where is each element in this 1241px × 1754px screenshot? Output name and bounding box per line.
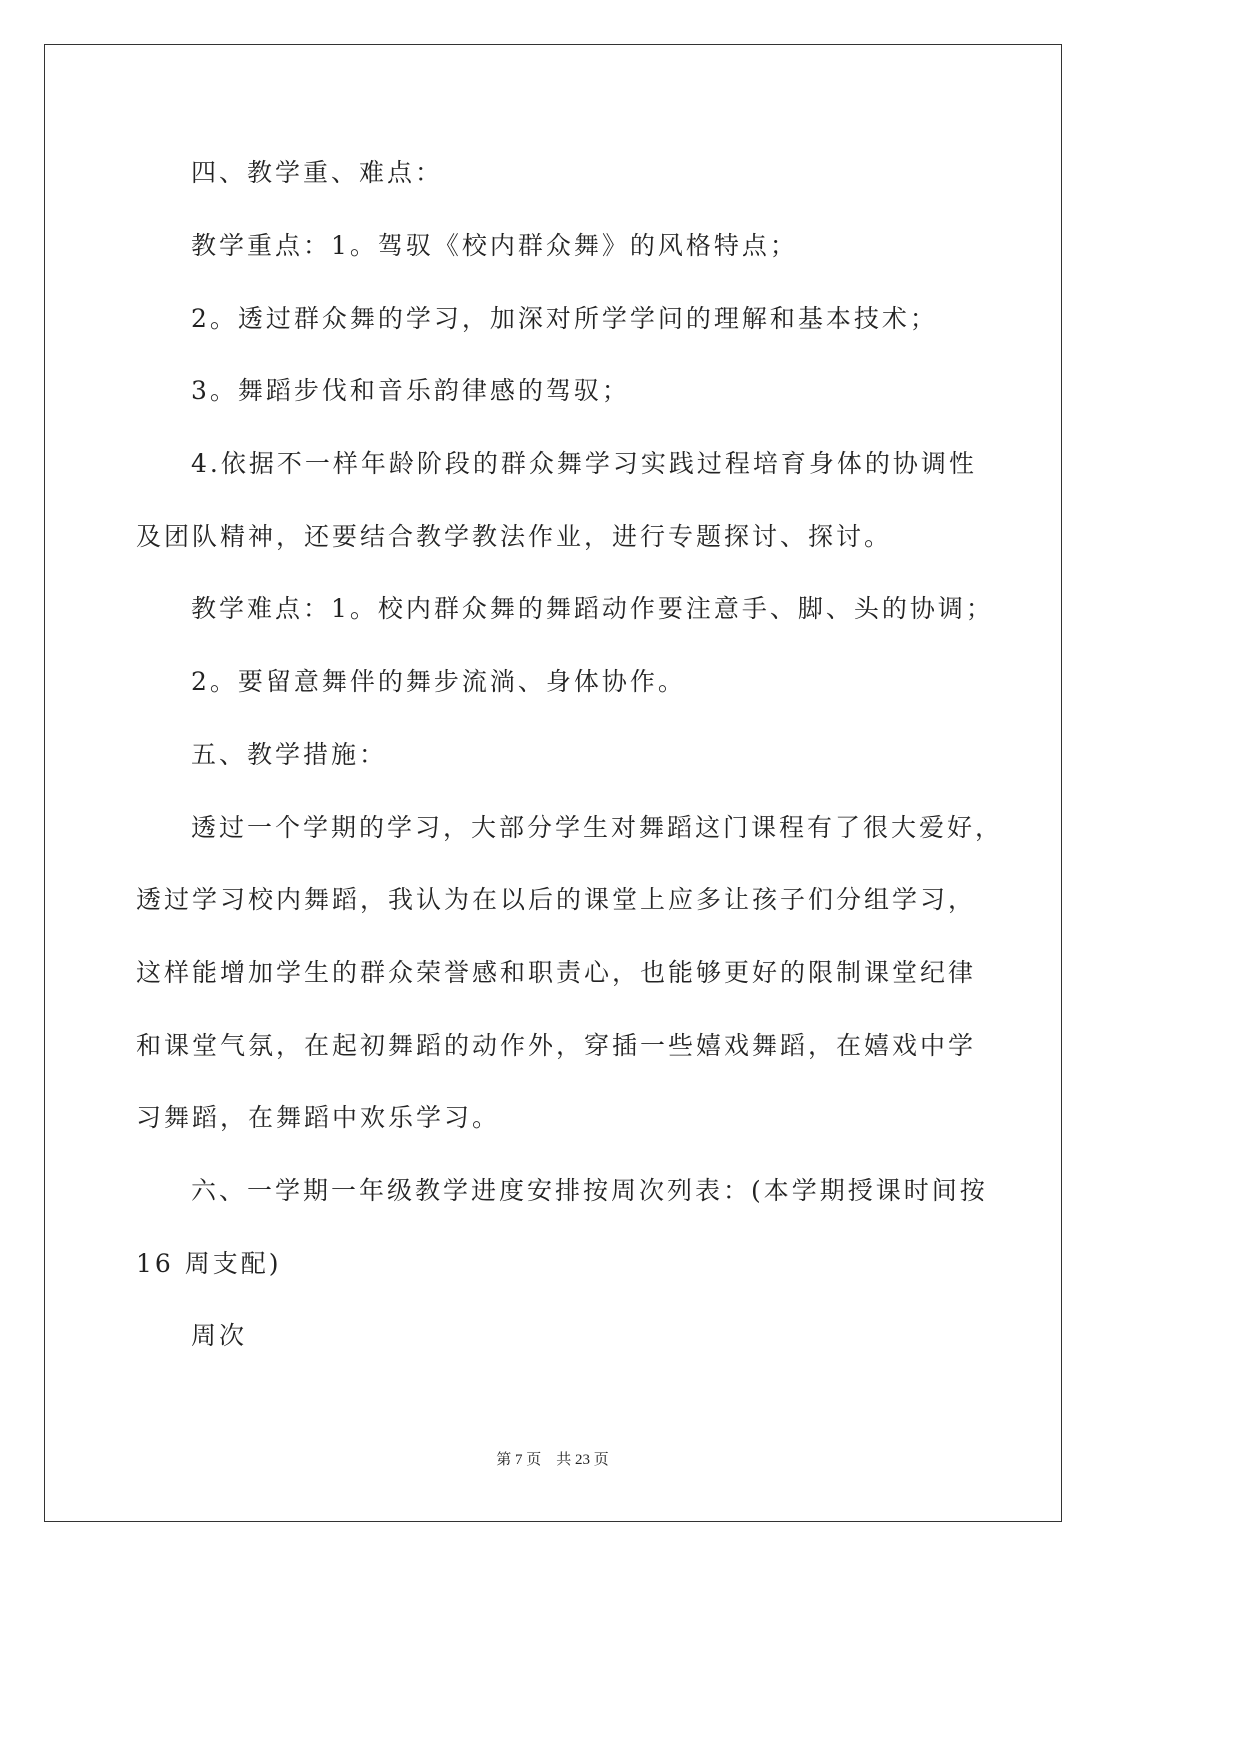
paragraph-key-point-2: 2。透过群众舞的学习，加深对所学学问的理解和基本技术； bbox=[191, 304, 938, 333]
paragraph-measures-line-1: 透过一个学期的学习，大部分学生对舞蹈这门课程有了很大爱好， bbox=[191, 813, 1004, 842]
heading-schedule: 六、一学期一年级教学进度安排按周次列表：(本学期授课时间按 bbox=[191, 1176, 988, 1205]
paragraph-schedule-cont: 16 周支配) bbox=[136, 1249, 282, 1278]
heading-measures: 五、教学措施： bbox=[191, 740, 388, 769]
paragraph-measures-line-5: 习舞蹈，在舞蹈中欢乐学习。 bbox=[136, 1103, 501, 1132]
page-number-footer: 第 7 页 共 23 页 bbox=[496, 1452, 609, 1468]
heading-key-points: 四、教学重、难点： bbox=[191, 158, 444, 187]
page-border bbox=[44, 44, 1062, 1522]
paragraph-measures-line-4: 和课堂气氛，在起初舞蹈的动作外，穿插一些嬉戏舞蹈，在嬉戏中学 bbox=[136, 1031, 977, 1060]
table-header-week: 周次 bbox=[191, 1321, 248, 1350]
paragraph-key-point-4-cont: 及团队精神，还要结合教学教法作业，进行专题探讨、探讨。 bbox=[136, 522, 893, 551]
paragraph-measures-line-3: 这样能增加学生的群众荣誉感和职责心，也能够更好的限制课堂纪律 bbox=[136, 958, 977, 987]
paragraph-difficulty-2: 2。要留意舞伴的舞步流淌、身体协作。 bbox=[191, 667, 686, 696]
paragraph-key-point-4: 4.依据不一样年龄阶段的群众舞学习实践过程培育身体的协调性 bbox=[191, 449, 977, 478]
paragraph-key-point-3: 3。舞蹈步伐和音乐韵律感的驾驭； bbox=[191, 376, 630, 405]
paragraph-measures-line-2: 透过学习校内舞蹈，我认为在以后的课堂上应多让孩子们分组学习， bbox=[136, 885, 977, 914]
paragraph-difficulty-1: 教学难点：1。校内群众舞的舞蹈动作要注意手、脚、头的协调； bbox=[191, 594, 994, 623]
paragraph-key-point-1: 教学重点：1。驾驭《校内群众舞》的风格特点； bbox=[191, 231, 798, 260]
